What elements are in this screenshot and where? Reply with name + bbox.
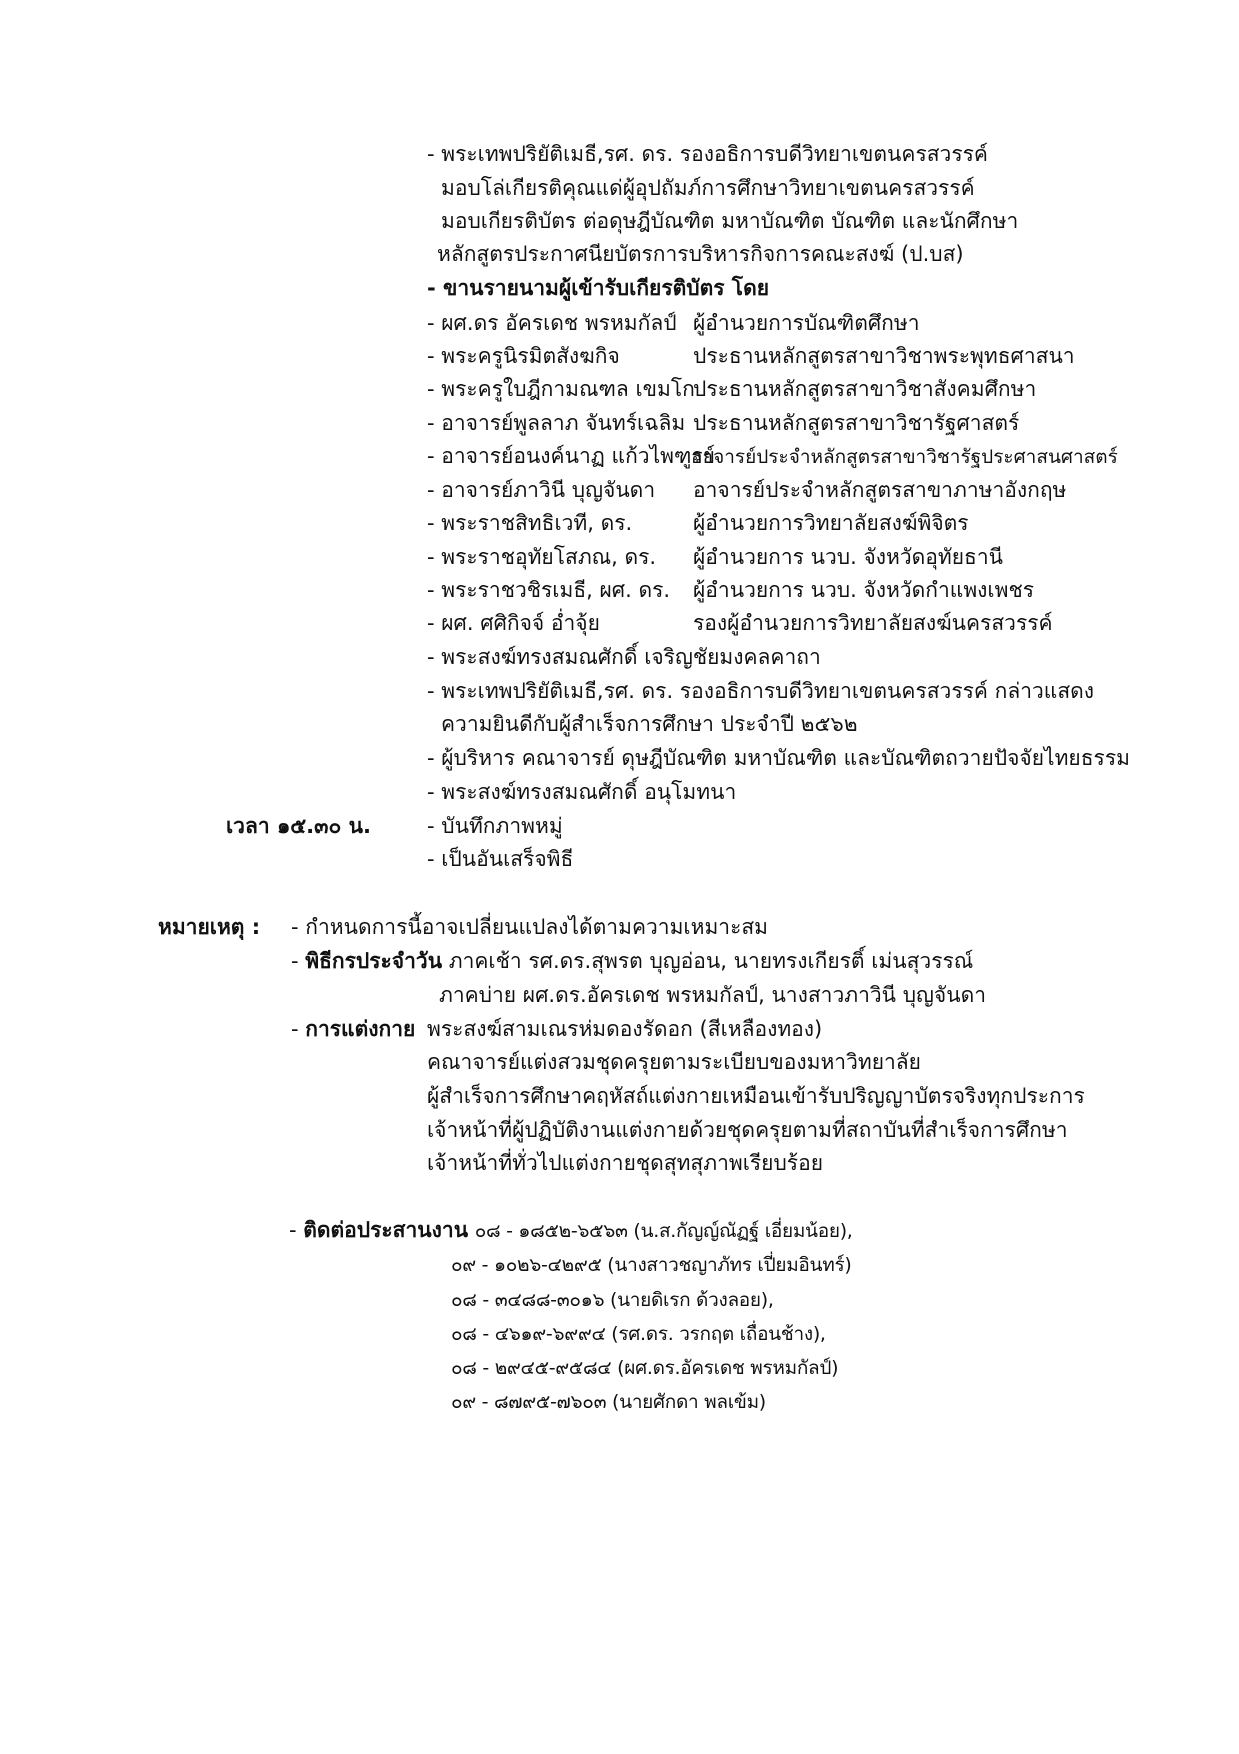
- announcer-name: - อาจารย์พูลลาภ จันทร์เฉลิม: [427, 411, 686, 435]
- announcer-role: ผู้อำนวยการ นวบ. จังหวัดอุทัยธานี: [693, 545, 1004, 569]
- announcer-name: - ผศ.ดร อัครเดช พรหมกัลป์: [427, 311, 677, 335]
- announcer-role: อาจารย์ประจำหลักสูตรสาขาภาษาอังกฤษ: [693, 478, 1067, 502]
- announcer-role: ผู้อำนวยการวิทยาลัยสงฆ์พิจิตร: [693, 511, 969, 535]
- announcer-role: ผู้อำนวยการบัณฑิตศึกษา: [693, 311, 920, 335]
- announcer-role: รองผู้อำนวยการวิทยาลัยสงฆ์นครสวรรค์: [693, 611, 1053, 635]
- announcer-name: - อาจารย์ภาวินี บุญจันดา: [427, 478, 656, 502]
- agenda-item: - เป็นอันเสร็จพิธี: [427, 847, 574, 871]
- mc-afternoon: ภาคบ่าย ผศ.ดร.อัครเดช พรหมกัลป์, นางสาวภาวินี บุญจันดา: [439, 983, 987, 1007]
- announcer-role: อาจารย์ประจำหลักสูตรสาขาวิชารัฐประศาสนศาสตร์: [691, 446, 1118, 468]
- contact-phone: ๐๘ - ๑๘๕๒-๖๕๖๓ (น.ส.กัญญ์ณัฏฐ์ เอี่ยมน้อย),: [474, 1220, 853, 1242]
- announcer-role: ประธานหลักสูตรสาขาวิชารัฐศาสตร์: [693, 411, 1020, 435]
- agenda-item: - พระสงฆ์ทรงสมณศักดิ์ เจริญชัยมงคลคาถา: [427, 645, 821, 669]
- contact-phone: ๐๘ - ๔๖๑๙-๖๙๙๔ (รศ.ดร. วรกฤต เถื่อนช้าง),: [451, 1323, 826, 1345]
- dress-item: เจ้าหน้าที่ทั่วไปแต่งกายชุดสุทสุภาพเรียบร้อย: [427, 1151, 824, 1175]
- time-label: เวลา ๑๕.๓๐ น.: [226, 814, 371, 838]
- announcer-name: - พระราชอุทัยโสภณ, ดร.: [427, 545, 657, 569]
- contact-phone: ๐๙ - ๘๗๙๕-๗๖๐๓ (นายศักดา พลเข้ม): [451, 1391, 766, 1413]
- mc-morning: ภาคเช้า รศ.ดร.สุพรต บุญอ่อน, นายทรงเกียรติ์ เม่นสุวรรณ์: [448, 949, 974, 973]
- announcer-name: - พระครูใบฎีกามณฑล เขมโก: [427, 377, 695, 401]
- contact-label: ติดต่อประสานงาน: [303, 1218, 469, 1242]
- agenda-item-continuation: มอบเกียรติบัตร ต่อดุษฎีบัณฑิต มหาบัณฑิต บัณฑิต และนักศึกษา: [441, 209, 1019, 233]
- agenda-item-continuation: ความยินดีกับผู้สำเร็จการศึกษา ประจำปี ๒๕๖๒: [441, 712, 858, 736]
- mc-line: - พิธีกรประจำวัน ภาคเช้า รศ.ดร.สุพรต บุญอ่อน, นายทรงเกียรติ์ เม่นสุวรรณ์: [291, 949, 974, 973]
- contact-phone: ๐๘ - ๒๙๔๕-๙๕๘๔ (ผศ.ดร.อัครเดช พรหมกัลป์): [451, 1357, 839, 1379]
- agenda-item: - พระเทพปริยัติเมธี,รศ. ดร. รองอธิการบดีวิทยาเขตนครสวรรค์: [427, 142, 988, 166]
- dress-label: การแต่งกาย: [305, 1017, 416, 1041]
- dress-item: ผู้สำเร็จการศึกษาคฤหัสถ์แต่งกายเหมือนเข้ารับปริญญาบัตรจริงทุกประการ: [427, 1084, 1085, 1108]
- agenda-item-continuation: หลักสูตรประกาศนียบัตรการบริหารกิจการคณะสงฆ์ (ป.บส): [437, 242, 964, 266]
- dress-item: เจ้าหน้าที่ผู้ปฏิบัติงานแต่งกายด้วยชุดครุยตามที่สถาบันที่สำเร็จการศึกษา: [427, 1118, 1068, 1142]
- announcer-name: - อาจารย์อนงค์นาฏ แก้วไพฑูรย์: [427, 444, 715, 468]
- announcer-name: - พระราชสิทธิเวที, ดร.: [427, 511, 633, 535]
- announcer-name: - ผศ. ศศิกิจจ์ อ่ำจุ้ย: [427, 611, 600, 635]
- notes-label: หมายเหตุ :: [158, 915, 261, 939]
- contact-phone: ๐๙ - ๑๐๒๖-๔๒๙๕ (นางสาวชญาภัทร เปี่ยมอินทร์): [451, 1254, 852, 1276]
- agenda-item: - บันทึกภาพหมู่: [427, 814, 563, 838]
- dress-item: พระสงฆ์สามเณรห่มดองรัดอก (สีเหลืองทอง): [427, 1017, 823, 1041]
- agenda-item: - พระเทพปริยัติเมธี,รศ. ดร. รองอธิการบดีวิทยาเขตนครสวรรค์ กล่าวแสดง: [427, 679, 1095, 703]
- announcer-role: ผู้อำนวยการ นวบ. จังหวัดกำแพงเพชร: [693, 578, 1034, 602]
- notes-schedule: - กำหนดการนี้อาจเปลี่ยนแปลงได้ตามความเหมาะสม: [291, 915, 769, 939]
- agenda-item: - พระสงฆ์ทรงสมณศักดิ์ อนุโมทนา: [427, 780, 737, 804]
- dress-item: คณาจารย์แต่งสวมชุดครุยตามระเบียบของมหาวิทยาลัย: [427, 1050, 921, 1074]
- mc-label: พิธีกรประจำวัน: [305, 949, 443, 973]
- contact-line: - ติดต่อประสานงาน ๐๘ - ๑๘๕๒-๖๕๖๓ (น.ส.กัญญ์ณัฏฐ์ เอี่ยมน้อย),: [289, 1218, 853, 1242]
- announcer-role: ประธานหลักสูตรสาขาวิชาพระพุทธศาสนา: [693, 344, 1075, 368]
- announcer-name: - พระราชวชิรเมธี, ผศ. ดร.: [427, 578, 671, 602]
- contact-phone: ๐๘ - ๓๔๘๘-๓๐๑๖ (นายดิเรก ด้วงลอย),: [451, 1289, 774, 1311]
- agenda-item-continuation: มอบโล่เกียรติคุณแด่ผู้อุปถัมภ์การศึกษาวิทยาเขตนครสวรรค์: [441, 176, 975, 200]
- announce-heading: - ขานรายนามผู้เข้ารับเกียรติบัตร โดย: [427, 276, 770, 300]
- dress-line: - การแต่งกาย: [291, 1017, 416, 1041]
- announcer-role: ประธานหลักสูตรสาขาวิชาสังคมศึกษา: [693, 377, 1037, 401]
- agenda-item: - ผู้บริหาร คณาจารย์ ดุษฎีบัณฑิต มหาบัณฑิต และบัณฑิตถวายปัจจัยไทยธรรม: [427, 746, 1130, 770]
- announcer-name: - พระครูนิรมิตสังฆกิจ: [427, 344, 620, 368]
